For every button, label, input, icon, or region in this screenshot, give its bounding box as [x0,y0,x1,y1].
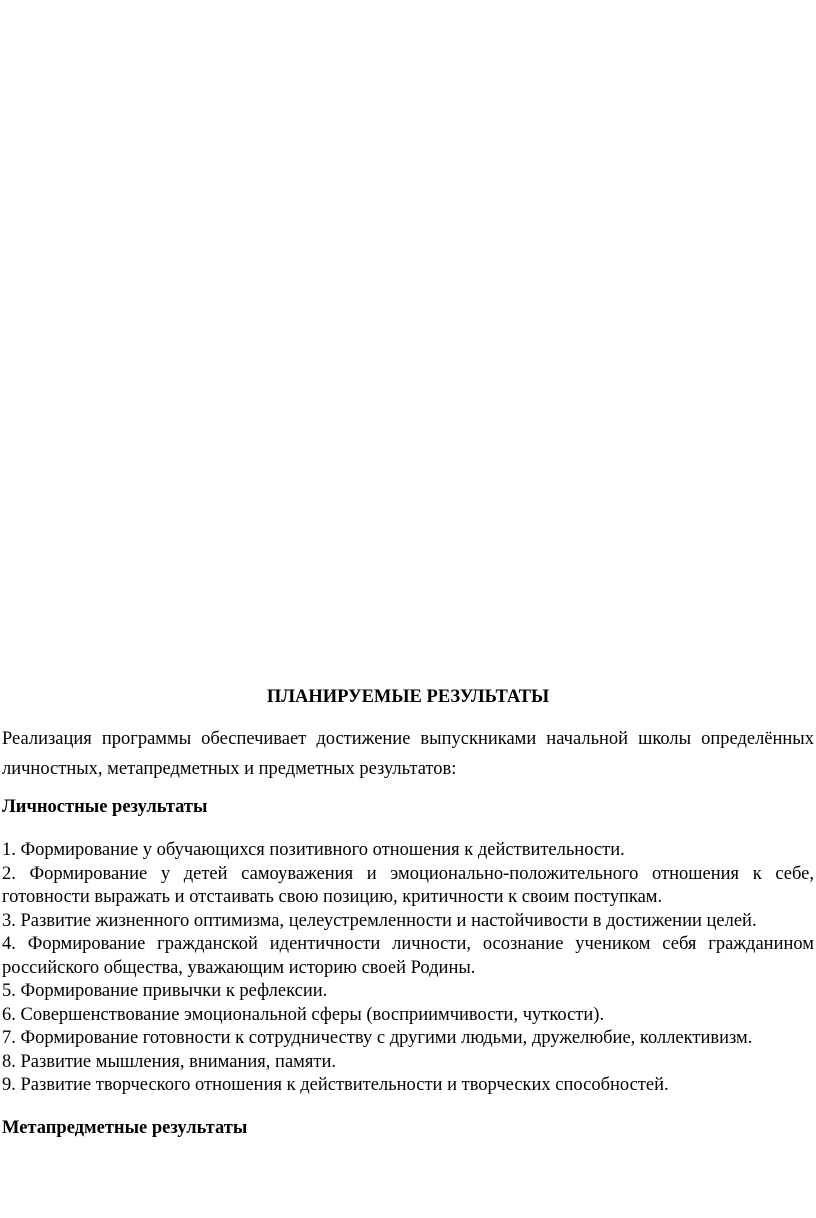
page-title: ПЛАНИРУЕМЫЕ РЕЗУЛЬТАТЫ [266,687,550,707]
list-item: 7. Формирование готовности к сотрудничеству с другими людьми, дружелюбие, коллективизм. [2,1028,753,1048]
list-item: 5. Формирование привычки к рефлексии. [2,981,328,1001]
intro-paragraph: Реализация программы обеспечивает достижение выпускниками начальной школы определённых личностных, метапредметных и предметных результатов: [2,728,814,779]
list-item: 1. Формирование у обучающихся позитивного отношения к действительности. [2,840,625,860]
list-item: 3. Развитие жизненного оптимизма, целеустремленности и настойчивости в достижении целей. [2,910,757,931]
list-item: 2. Формирование у детей самоуважения и эмоционально-положительного отношения к себе, готовности выражать и отстаивать свою позицию, критичности к своим поступкам. [2,863,814,907]
list-item: 4. Формирование гражданской идентичности личности, осознание учеником себя гражданином российского общества, уважающим историю своей Родины. [2,934,814,978]
list-item: 6. Совершенствование эмоциональной сферы (восприимчивости, чуткости). [2,1004,605,1025]
document-body [2,686,814,1160]
personal-results-heading: Личностные результаты [2,796,208,817]
list-item: 8. Развитие мышления, внимания, памяти. [2,1051,336,1072]
personal-results-list [2,839,814,1098]
list-item: 9. Развитие творческого отношения к действительности и творческих способностей. [2,1075,669,1095]
metasubject-results-heading: Метапредметные результаты [2,1117,248,1138]
